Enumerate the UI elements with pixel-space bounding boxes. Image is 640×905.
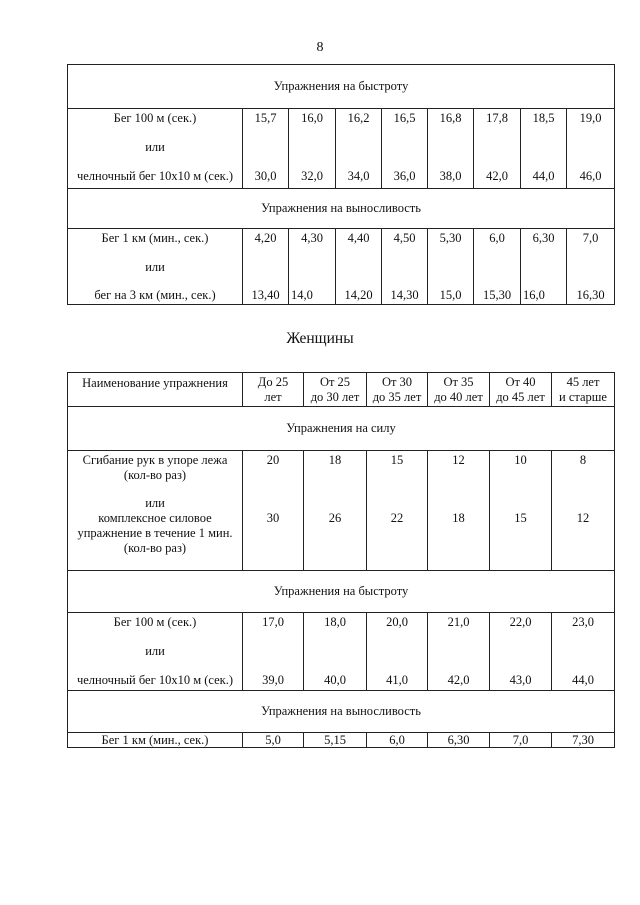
header-line: до 35 лет <box>372 390 422 404</box>
header-age-col <box>367 373 428 407</box>
value: 26 <box>328 511 342 525</box>
value: 41,0 <box>386 673 408 687</box>
header-age-col <box>243 373 304 407</box>
men-speed-value-cell <box>567 109 615 189</box>
men-speed-value-cell <box>428 109 474 189</box>
men-speed-exercise-name <box>68 109 243 189</box>
women-speed-group-title: Упражнения на быстроту <box>68 571 615 613</box>
men-speed-name-line: Бег 100 м (сек.) <box>113 111 197 125</box>
men-endurance-value-cell <box>382 229 428 305</box>
header-line: От 30 <box>381 375 413 389</box>
men-endurance-row <box>68 229 615 305</box>
value: 6,0 <box>367 733 428 748</box>
value: 15,7 <box>254 111 277 125</box>
women-speed-name-line: Бег 100 м (сек.) <box>113 615 197 629</box>
value: 14,30 <box>390 288 419 302</box>
value: 7,0 <box>490 733 552 748</box>
men-speed-value-cell <box>382 109 428 189</box>
value: 4,50 <box>393 231 416 245</box>
women-strength-value-cell <box>490 451 552 571</box>
men-speed-value-cell <box>336 109 382 189</box>
value: 19,0 <box>579 111 602 125</box>
value: 8 <box>579 453 587 467</box>
header-age-col <box>428 373 490 407</box>
men-endurance-exercise-name <box>68 229 243 305</box>
women-speed-value-cell <box>490 613 552 691</box>
value: 18 <box>328 453 342 467</box>
women-strength-row <box>68 451 615 571</box>
value: 21,0 <box>447 615 470 629</box>
value: 17,8 <box>486 111 508 125</box>
value: 18,5 <box>532 111 555 125</box>
women-strength-exercise-name <box>68 451 243 571</box>
women-strength-value-cell <box>304 451 367 571</box>
men-endurance-name-line: или <box>145 260 165 274</box>
value: 46,0 <box>579 169 602 183</box>
women-standards-table <box>67 372 615 748</box>
value: 16,8 <box>439 111 462 125</box>
header-line: лет <box>264 390 282 404</box>
men-endurance-value-cell <box>521 229 567 305</box>
women-speed-name-line: челночный бег 10х10 м (сек.) <box>76 673 234 687</box>
value: 4,30 <box>301 231 323 245</box>
women-header-row <box>68 373 615 407</box>
men-speed-name-line: или <box>145 140 165 154</box>
header-age-col <box>304 373 367 407</box>
value: 16,0 <box>523 288 545 302</box>
header-line: и старше <box>559 390 607 404</box>
men-speed-value-cell <box>289 109 336 189</box>
women-strength-value-cell <box>367 451 428 571</box>
value: 7,30 <box>552 733 615 748</box>
header-line: до 30 лет <box>310 390 360 404</box>
men-endurance-value-cell <box>567 229 615 305</box>
value: 14,20 <box>344 288 373 302</box>
men-speed-value-cell <box>243 109 289 189</box>
women-strength-name-line: упражнение в течение 1 мин. <box>77 526 233 540</box>
women-strength-name-line: (кол-во раз) <box>123 541 187 555</box>
women-section-heading: Женщины <box>286 330 354 347</box>
men-endurance-value-cell <box>243 229 289 305</box>
men-speed-value-cell <box>474 109 521 189</box>
value: 42,0 <box>486 169 508 183</box>
value: 12 <box>452 453 465 467</box>
value: 5,30 <box>439 231 462 245</box>
value: 15,0 <box>439 288 462 302</box>
value: 6,0 <box>489 231 505 245</box>
women-speed-value-cell <box>552 613 615 691</box>
value: 40,0 <box>324 673 346 687</box>
value: 20 <box>266 453 280 467</box>
value: 4,40 <box>347 231 370 245</box>
men-endurance-value-cell <box>289 229 336 305</box>
men-endurance-name-line: бег на 3 км (мин., сек.) <box>94 288 216 302</box>
value: 23,0 <box>572 615 594 629</box>
value: 17,0 <box>262 615 284 629</box>
men-endurance-name-line: Бег 1 км (мин., сек.) <box>101 231 209 245</box>
header-age-col <box>552 373 615 407</box>
value: 10 <box>514 453 527 467</box>
women-strength-group-title: Упражнения на силу <box>68 407 615 451</box>
header-age-col <box>490 373 552 407</box>
men-endurance-value-cell <box>474 229 521 305</box>
header-exercise-name: Наименование упражнения <box>68 373 243 407</box>
value: 30,0 <box>254 169 277 183</box>
men-endurance-value-cell <box>428 229 474 305</box>
women-speed-value-cell <box>243 613 304 691</box>
value: 16,5 <box>393 111 416 125</box>
men-endurance-group-title: Упражнения на выносливость <box>68 189 615 229</box>
value: 20,0 <box>386 615 408 629</box>
women-speed-exercise-name <box>68 613 243 691</box>
value: 7,0 <box>582 231 599 245</box>
value: 30 <box>266 511 280 525</box>
women-speed-value-cell <box>428 613 490 691</box>
value: 4,20 <box>254 231 277 245</box>
value: 43,0 <box>509 673 532 687</box>
value: 34,0 <box>347 169 370 183</box>
value: 18 <box>452 511 465 525</box>
value: 12 <box>576 511 590 525</box>
value: 44,0 <box>532 169 555 183</box>
women-strength-name-line: (кол-во раз) <box>123 468 187 482</box>
men-speed-name-line: челночный бег 10х10 м (сек.) <box>76 169 234 183</box>
value: 42,0 <box>447 673 470 687</box>
men-speed-value-cell <box>521 109 567 189</box>
value: 15 <box>390 453 404 467</box>
header-line: до 40 лет <box>434 390 483 404</box>
men-speed-group-title: Упражнения на быстроту <box>68 65 615 109</box>
value: 15 <box>514 511 527 525</box>
value: 39,0 <box>262 673 284 687</box>
value: 15,30 <box>482 288 512 302</box>
women-speed-row <box>68 613 615 691</box>
value: 22 <box>390 511 404 525</box>
women-endurance-row <box>68 733 615 748</box>
women-endurance-exercise-name: Бег 1 км (мин., сек.) <box>68 733 243 748</box>
women-strength-name-line: комплексное силовое <box>98 511 212 525</box>
value: 18,0 <box>324 615 346 629</box>
value: 16,2 <box>347 111 370 125</box>
women-endurance-group-title: Упражнения на выносливость <box>68 691 615 733</box>
value: 32,0 <box>301 169 323 183</box>
value: 22,0 <box>509 615 532 629</box>
men-standards-table <box>67 64 615 305</box>
women-speed-value-cell <box>304 613 367 691</box>
value: 16,30 <box>576 288 605 302</box>
value: 14,0 <box>291 288 313 302</box>
header-line: 45 лет <box>566 375 600 389</box>
header-line: до 45 лет <box>496 390 545 404</box>
value: 44,0 <box>572 673 594 687</box>
header-line: От 35 <box>443 375 474 389</box>
women-strength-value-cell <box>552 451 615 571</box>
value: 6,30 <box>532 231 555 245</box>
value: 38,0 <box>439 169 462 183</box>
page-number: 8 <box>316 40 324 55</box>
women-strength-name-line: или <box>145 496 165 510</box>
value: 5,15 <box>304 733 367 748</box>
women-speed-value-cell <box>367 613 428 691</box>
value: 5,0 <box>243 733 304 748</box>
women-strength-name-line: Сгибание рук в упоре лежа <box>82 453 228 467</box>
value: 6,30 <box>428 733 490 748</box>
header-line: От 25 <box>319 375 351 389</box>
women-speed-name-line: или <box>145 644 165 658</box>
men-endurance-value-cell <box>336 229 382 305</box>
header-line: До 25 <box>257 375 289 389</box>
men-speed-row <box>68 109 615 189</box>
women-strength-value-cell <box>428 451 490 571</box>
value: 16,0 <box>301 111 323 125</box>
value: 13,40 <box>251 288 280 302</box>
value: 36,0 <box>393 169 416 183</box>
women-strength-value-cell <box>243 451 304 571</box>
header-line: От 40 <box>505 375 536 389</box>
